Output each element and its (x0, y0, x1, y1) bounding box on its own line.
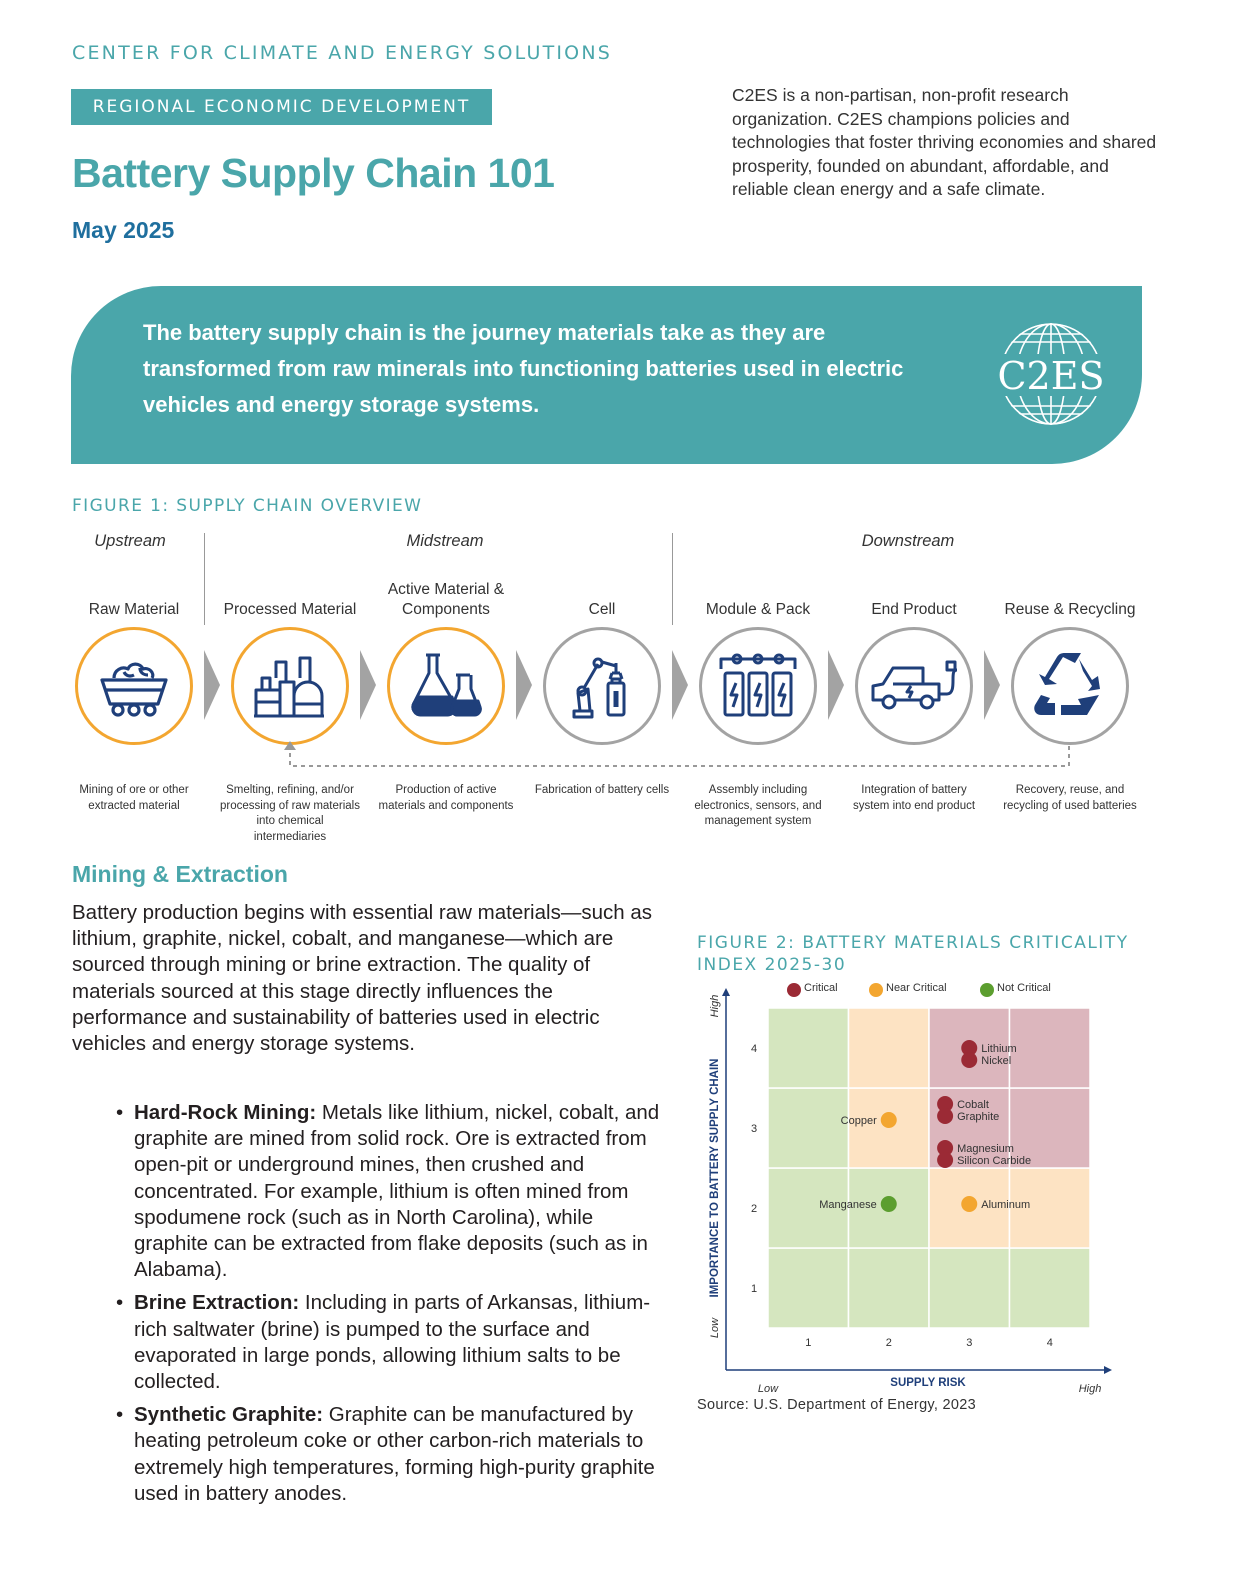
x-tick-label: 3 (966, 1337, 973, 1349)
data-point-label: Silicon Carbide (957, 1155, 1032, 1167)
about-blurb: C2ES is a non-partisan, non-profit research organization. C2ES champions policies and technologies that foster thriving economies and shared prosperity, founded on abundant, affordable, and reliable clean energy and a safe climate. (732, 85, 1157, 199)
page-title: Battery Supply Chain 101 (72, 150, 555, 196)
list-item: • Brine Extraction: Including in parts of Arkansas, lithium-rich saltwater (brine) is pumped to the surface and evaporated in large ponds, allowing lithium salts to be collected. (116, 1291, 651, 1394)
zone-cell (929, 1248, 1010, 1328)
electric-truck-icon (869, 656, 959, 716)
arrow-chevron-icon (828, 650, 844, 720)
data-point-label: Manganese (819, 1199, 877, 1211)
org-name: CENTER FOR CLIMATE AND ENERGY SOLUTIONS (72, 42, 613, 64)
x-axis-arrowhead (1104, 1366, 1112, 1374)
step-desc-processed-material: Smelting, refining, and/or processing of raw materials into chemical intermediaries (220, 784, 360, 843)
y-axis-title: IMPORTANCE TO BATTERY SUPPLY CHAIN (709, 1058, 721, 1298)
flask-icon (408, 651, 484, 721)
bullet-text: Including in parts of Arkansas, lithium-rich saltwater (brine) is pumped to the surface and evaporated in large ponds, allowing lithium salts to be collected. (134, 1291, 651, 1394)
x-tick-label: 4 (1046, 1337, 1053, 1349)
zone-cell (768, 1008, 849, 1088)
y-axis-high-label: High (709, 994, 721, 1018)
bullet-term: Hard-Rock Mining: (134, 1101, 317, 1124)
publication-date: May 2025 (72, 217, 175, 243)
y-tick-label: 2 (750, 1203, 758, 1215)
recycle-icon (1033, 651, 1107, 721)
data-point (881, 1112, 897, 1128)
step-label-cell: Cell (588, 601, 616, 618)
legend-label: Critical (804, 982, 838, 994)
step-desc-raw-material: Mining of ore or other extracted material (79, 784, 189, 812)
bullet-term: Brine Extraction: (134, 1291, 300, 1315)
zone-cell (849, 1248, 930, 1328)
data-point-label: Copper (840, 1115, 877, 1127)
intro-banner-text: The battery supply chain is the journey materials take as they are transformed from raw minerals into functioning batteries used in electric vehicles and energy storage systems. (143, 320, 904, 417)
data-point-label: Lithium (981, 1043, 1017, 1055)
y-axis-low-label: Low (709, 1317, 721, 1339)
zone-cell (768, 1088, 849, 1168)
step-label-end-product: End Product (871, 601, 957, 618)
legend-marker (980, 983, 994, 997)
step-circle-cell (543, 627, 661, 745)
arrow-chevron-icon (360, 650, 376, 720)
factory-icon (252, 652, 328, 720)
stage-downstream: Downstream (861, 532, 955, 550)
step-label-active-material: Active Material & Components (387, 581, 505, 618)
zone-cell (768, 1248, 849, 1328)
step-circle-processed-material (231, 627, 349, 745)
data-point (937, 1152, 953, 1168)
mine-cart-icon (96, 652, 172, 720)
step-label-raw-material: Raw Material (88, 601, 180, 618)
battery-pack-icon (717, 651, 799, 721)
step-label-reuse-recycling: Reuse & Recycling (1004, 601, 1136, 618)
y-tick-label: 4 (750, 1043, 758, 1055)
data-point-label: Graphite (957, 1111, 1000, 1123)
stage-midstream: Midstream (406, 532, 484, 550)
category-tag: REGIONAL ECONOMIC DEVELOPMENT (71, 89, 492, 125)
data-point (961, 1052, 977, 1068)
data-point-label: Nickel (981, 1055, 1012, 1067)
y-tick-label: 3 (750, 1123, 758, 1135)
criticality-chart (690, 978, 1130, 1398)
x-axis-title: SUPPLY RISK (890, 1377, 966, 1389)
y-tick-label: 1 (750, 1283, 758, 1295)
recycling-loop-arrow (280, 740, 1080, 770)
x-axis-high-label: High (1078, 1383, 1102, 1395)
data-point (881, 1196, 897, 1212)
step-desc-end-product: Integration of battery system into end product (852, 784, 976, 812)
arrow-chevron-icon (516, 650, 532, 720)
step-circle-active-material (387, 627, 505, 745)
legend-marker (787, 983, 801, 997)
stage-upstream: Upstream (94, 532, 166, 550)
section-intro: Battery production begins with essential raw materials—such as lithium, graphite, nickel, cobalt, and manganese—which are sourced through mining or brine extraction. The quality of materials sourced at this stage directly influences the performance and sustainability of batteries used in electric vehicles and energy storage systems. (72, 901, 652, 1056)
arrow-chevron-icon (204, 650, 220, 720)
bullet-text: Graphite can be manufactured by heating petroleum coke or other carbon-rich materials to extremely high temperatures, forming high-purity graphite used in battery anodes. (134, 1403, 655, 1505)
legend-marker (869, 983, 883, 997)
bullet-text: Metals like lithium, nickel, cobalt, and graphite are mined from solid rock. Ore is extracted from open-pit or underground mines, then crushed and concentrated. For example, lithium is often mined from spodumene rock (such as in North Carolina), while graphite can be extracted from flake deposits (such as in Alabama). (134, 1101, 660, 1282)
step-circle-end-product (855, 627, 973, 745)
zone-cell (1010, 1248, 1091, 1328)
list-item: • Hard-Rock Mining: Metals like lithium, nickel, cobalt, and graphite are mined from solid rock. Ore is extracted from open-pit or underground mines, then crushed and concentrated. For example, lithium is often mined from spodumene rock (such as in North Carolina), while graphite can be extracted from flake deposits (such as in Alabama). (116, 1101, 660, 1282)
robot-arm-icon (564, 651, 640, 721)
x-tick-label: 2 (885, 1337, 892, 1349)
figure2-title: FIGURE 2: BATTERY MATERIALS CRITICALITY INDEX 2025-30 (697, 933, 1129, 975)
data-point-label: Cobalt (957, 1099, 989, 1111)
y-axis-arrowhead (722, 988, 730, 996)
step-circle-reuse-recycling (1011, 627, 1129, 745)
step-label-processed-material: Processed Material (223, 601, 357, 618)
zone-cell (849, 1008, 930, 1088)
step-label-module-pack: Module & Pack (705, 601, 811, 618)
bullet-list (116, 1100, 671, 1514)
figure1-title: FIGURE 1: SUPPLY CHAIN OVERVIEW (72, 496, 423, 516)
arrow-chevron-icon (672, 650, 688, 720)
logo-text: C2ES (997, 354, 1105, 398)
legend-label: Not Critical (997, 982, 1051, 994)
step-desc-module-pack: Assembly including electronics, sensors, and management system (694, 784, 822, 827)
c2es-globe-logo (996, 322, 1106, 426)
data-point (937, 1108, 953, 1124)
data-point-label: Aluminum (981, 1199, 1031, 1211)
zone-cell (1010, 1008, 1091, 1088)
step-desc-reuse-recycling: Recovery, reuse, and recycling of used batteries (1003, 784, 1137, 812)
bullet-term: Synthetic Graphite: (134, 1403, 324, 1427)
data-point-label: Magnesium (957, 1143, 1014, 1155)
x-tick-label: 1 (805, 1337, 812, 1349)
step-desc-active-material: Production of active materials and components (378, 784, 514, 812)
figure2-source: Source: U.S. Department of Energy, 2023 (697, 1397, 977, 1413)
section-heading: Mining & Extraction (72, 861, 288, 887)
step-desc-cell: Fabrication of battery cells (534, 784, 670, 796)
list-item: • Synthetic Graphite: Graphite can be manufactured by heating petroleum coke or other carbon-rich materials to extremely high temperatures, forming high-purity graphite used in battery anodes. (116, 1403, 655, 1505)
data-point (961, 1196, 977, 1212)
arrow-chevron-icon (984, 650, 1000, 720)
step-circle-raw-material (75, 627, 193, 745)
legend-label: Near Critical (886, 982, 947, 994)
x-axis-low-label: Low (757, 1383, 779, 1395)
step-circle-module-pack (699, 627, 817, 745)
